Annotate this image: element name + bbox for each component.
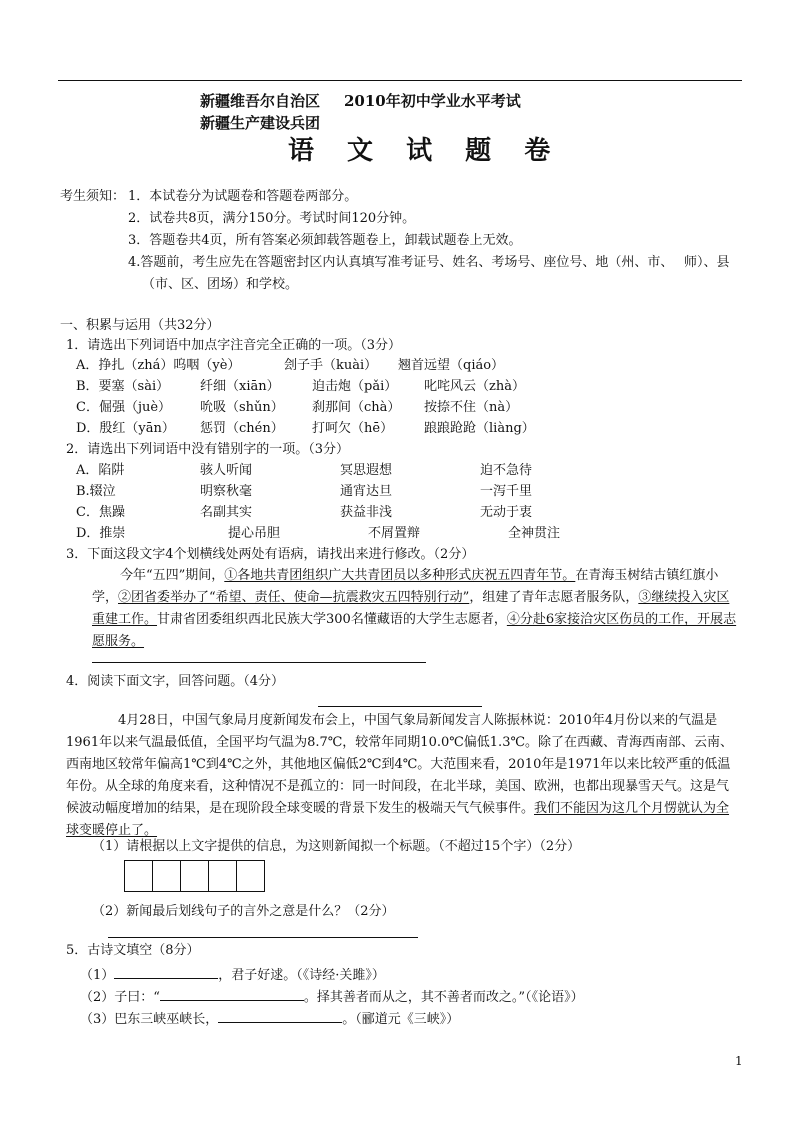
option: D．殷红（yān） xyxy=(76,421,175,436)
answer-box[interactable] xyxy=(208,860,237,892)
q3-passage xyxy=(92,565,738,653)
fill-blank[interactable] xyxy=(160,987,304,1001)
q5-text: （2）子曰：“ xyxy=(80,990,160,1005)
notice-item: 1．本试卷分为试题卷和答题卷两部分。 xyxy=(128,189,358,204)
option: B．要塞（sài） xyxy=(76,379,170,394)
q4-text: 4月28日，中国气象局月度新闻发布会上，中国气象局新闻发言人陈振林说：2010年4月份以来的气温是1961年以来气温最低值，全国平均气温为8.7℃，较常年同期10.0℃偏低1.3℃。除了在西藏、青海西南部、云南、西南地区较常年偏高1℃到4℃之外，其他地区偏低2℃到4℃。大范围来看，2010年是1971年以来比较严重的低温年份。从全球的角度来看，这种情况不是孤立的：同一时间段，在北半球，美国、欧洲，也都出现暴雪天气。这是气候波动幅度增加的结果，是在现阶段全球变暖的背景下发生的极端天气气候事件。 xyxy=(66,713,734,816)
option: D．推崇 xyxy=(76,526,126,541)
top-rule xyxy=(58,80,742,81)
option: 冥思遐想 xyxy=(340,463,393,478)
question-stem: 1．请选出下列词语中加点字注音完全正确的一项。（3分） xyxy=(66,338,402,353)
question-stem: 4．阅读下面文字，回答问题。（4分） xyxy=(66,674,285,689)
option: 刽子手（kuài） xyxy=(284,358,378,373)
section-title: 一、积累与运用（共32分） xyxy=(60,318,220,333)
title-answer-boxes[interactable] xyxy=(124,860,264,892)
option: 名副其实 xyxy=(200,505,253,520)
page-title: 语 文 试 题 卷 xyxy=(288,136,563,166)
q5-line2 xyxy=(80,987,584,1007)
q3-underlined: ②团省委举办了“希望、责任、使命—抗震救灾五四特别行动” xyxy=(118,590,470,605)
option: 打呵欠（hē） xyxy=(312,421,394,436)
option: 获益非浅 xyxy=(340,505,393,520)
option: 吮吸（shǔn） xyxy=(200,400,284,415)
option: 骇人听闻 xyxy=(200,463,253,478)
q5-text: 。择其善者而从之，其不善者而改之。”（《论语》） xyxy=(303,990,584,1005)
option: 翘首远望（qiáo） xyxy=(398,358,505,373)
option: 叱咤风云（zhà） xyxy=(424,379,525,394)
q4-sub1: （1）请根据以上文字提供的信息，为这则新闻拟一个标题。（不超过15个字）（2分） xyxy=(92,839,581,854)
option: 惩罚（chén） xyxy=(200,421,284,436)
q3-underlined: ④分赴6家接洽灾区伤员的工作，开展志愿服务。 xyxy=(92,612,737,649)
option: 迫不急待 xyxy=(480,463,533,478)
page-number: 1 xyxy=(735,1054,743,1068)
q4-underlined: 我们不能因为这几个月愣就认为全球变暖停止了。 xyxy=(66,801,730,838)
notice-item: 3．答题卷共4页，所有答案必须卸载答题卷上，卸载试题卷上无效。 xyxy=(128,233,522,248)
option: 迫击炮（pǎi） xyxy=(312,379,398,394)
answer-box[interactable] xyxy=(180,860,209,892)
question-stem: 3．下面这段文字4个划横线处两处有语病，请找出来进行修改。（2分） xyxy=(66,547,475,562)
fill-blank[interactable] xyxy=(114,965,218,979)
q5-text: 。（郦道元《三峡》） xyxy=(342,1012,460,1027)
option: 刹那间（chà） xyxy=(312,400,401,415)
answer-box[interactable] xyxy=(152,860,181,892)
header-region2: 新疆生产建设兵团 xyxy=(200,114,321,132)
q3-text: ，组建了青年志愿者服务队， xyxy=(469,590,639,605)
option: 一泻千里 xyxy=(480,484,533,499)
option: 全神贯注 xyxy=(508,526,561,541)
title-blank-line[interactable] xyxy=(318,706,482,707)
option: B.辍泣 xyxy=(76,484,116,499)
q5-text: （1） xyxy=(80,968,115,983)
q3-underlined: ③继续投入灾区重建工作。 xyxy=(92,590,730,627)
answer-box[interactable] xyxy=(236,860,265,892)
option: 按捺不住（nà） xyxy=(424,400,519,415)
option: A．挣扎（zhá）呜咽（yè） xyxy=(76,358,241,373)
option: C．倔强（juè） xyxy=(76,400,172,415)
option: 无动于衷 xyxy=(480,505,533,520)
answer-box[interactable] xyxy=(124,860,153,892)
q3-text: 在青海玉树结古镇红旗小学， xyxy=(92,568,719,605)
q5-text: （3）巴东三峡巫峡长， xyxy=(80,1012,219,1027)
option: 纤细（xiān） xyxy=(200,379,280,394)
option: 明察秋毫 xyxy=(200,484,253,499)
q3-text: 甘肃省团委组织西北民族大学300名懂藏语的大学生志愿者， xyxy=(157,612,507,627)
q3-text: 今年“五四”期间， xyxy=(120,568,225,583)
q4-sub2: （2）新闻最后划线句子的言外之意是什么？（2分） xyxy=(92,904,395,919)
answer-line[interactable] xyxy=(92,662,426,663)
option: C．焦躁 xyxy=(76,505,125,520)
option: 不屑置辩 xyxy=(368,526,421,541)
q4-passage xyxy=(66,710,740,842)
q3-underlined: ①各地共青团组织广大共青团员以多种形式庆祝五四青年节。 xyxy=(224,568,576,583)
notice-item: 2．试卷共8页，满分150分。考试时间120分钟。 xyxy=(128,211,416,226)
q5-line3 xyxy=(80,1009,459,1029)
option: A．陷阱 xyxy=(76,463,125,478)
notice-label: 考生须知： xyxy=(60,189,126,204)
header-region1: 新疆维吾尔自治区 xyxy=(200,92,321,110)
q5-line1 xyxy=(80,965,385,985)
option: 通宵达旦 xyxy=(340,484,393,499)
question-stem: 5．古诗文填空（8分） xyxy=(66,943,200,958)
notice-item: （市、区、团场）和学校。 xyxy=(142,277,299,292)
answer-line[interactable] xyxy=(108,937,418,938)
question-stem: 2．请选出下列词语中没有错别字的一项。（3分） xyxy=(66,442,350,457)
fill-blank[interactable] xyxy=(218,1009,342,1023)
header-exam: 2010年初中学业水平考试 xyxy=(344,92,521,110)
q5-text: ，君子好逑。（《诗经·关雎》） xyxy=(218,968,385,983)
notice-item: 4.答题前，考生应先在答题密封区内认真填写准考证号、姓名、考场号、座位号、地（州、市、 师）、县 xyxy=(128,255,730,270)
option: 提心吊胆 xyxy=(228,526,281,541)
option: 踉踉跄跄（liàng） xyxy=(424,421,535,436)
